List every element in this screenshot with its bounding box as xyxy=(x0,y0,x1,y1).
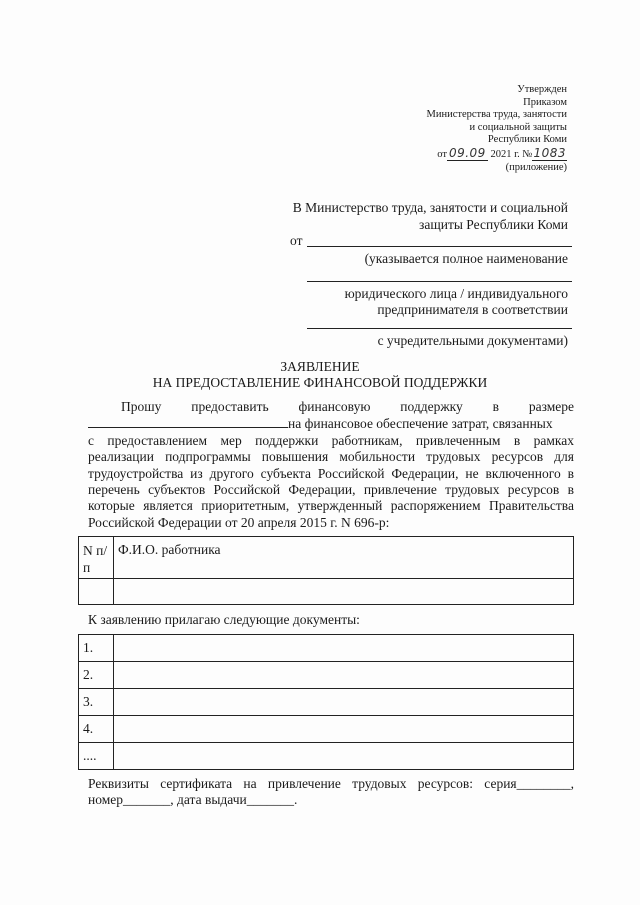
body-line: трудоустройства из другого субъекта Российской Федерации, не включенного в xyxy=(88,465,574,481)
body-line: которые является приоритетным, утвержденный распоряжением Правительства xyxy=(88,498,574,514)
doc-cell[interactable] xyxy=(114,689,574,716)
approval-line: Республики Коми xyxy=(487,134,567,146)
from-label: от xyxy=(290,233,303,248)
approval-line: Утвержден xyxy=(517,84,567,95)
body-line: с предоставлением мер поддержки работникам, привлеченным в рамках xyxy=(88,432,574,448)
approval-line: (приложение) xyxy=(505,161,567,173)
table-cell[interactable] xyxy=(114,579,574,605)
approval-line: и социальной защиты xyxy=(469,121,567,133)
handwritten-order-number: 1083 xyxy=(533,145,566,160)
handwritten-date: 09.09 xyxy=(448,145,486,160)
approval-line: Министерства труда, занятости xyxy=(426,109,567,121)
addressee-hint: юридического лица / индивидуального xyxy=(344,286,568,301)
table-row xyxy=(79,579,574,605)
applicant-name-field-3[interactable] xyxy=(307,328,572,329)
table-row xyxy=(79,716,574,743)
doc-cell[interactable] xyxy=(114,662,574,689)
certificate-line: Реквизиты сертификата на привлечение трудовых ресурсов: серия________, xyxy=(88,776,574,791)
table-row xyxy=(79,743,574,770)
certificate-block xyxy=(88,776,574,809)
date-prefix: от xyxy=(437,148,447,160)
applicant-name-field[interactable] xyxy=(307,246,572,247)
workers-table xyxy=(78,536,574,605)
doc-number: 2. xyxy=(79,662,114,689)
approval-line: Приказом xyxy=(523,96,567,108)
doc-number: 3. xyxy=(79,689,114,716)
approval-date-line xyxy=(427,147,567,162)
addressee-hint: (указывается полное наименование xyxy=(364,251,568,266)
table-row xyxy=(79,635,574,662)
table-row xyxy=(79,662,574,689)
body-line: Российской Федерации от 20 апреля 2015 г. N 696-р: xyxy=(88,514,390,530)
col-number-header xyxy=(79,537,114,579)
addressee-hint: с учредительными документами) xyxy=(377,333,568,348)
amount-field[interactable] xyxy=(88,415,288,428)
doc-cell[interactable] xyxy=(114,716,574,743)
col-number-header-text: N п/п xyxy=(83,543,108,575)
doc-number: 4. xyxy=(79,716,114,743)
doc-number: .... xyxy=(79,743,114,770)
table-header-row xyxy=(79,537,574,579)
certificate-line: номер_______, дата выдачи_______. xyxy=(88,792,298,808)
addressee-hint: предпринимателя в соответствии xyxy=(377,302,568,317)
documents-table xyxy=(78,634,574,770)
document-subtitle: НА ПРЕДОСТАВЛЕНИЕ ФИНАНСОВОЙ ПОДДЕРЖКИ xyxy=(152,375,488,390)
date-year: 2021 г. № xyxy=(490,148,533,160)
doc-number: 1. xyxy=(79,635,114,662)
doc-cell[interactable] xyxy=(114,635,574,662)
col-name-header: Ф.И.О. работника xyxy=(114,537,574,579)
table-row xyxy=(79,689,574,716)
body-line: реализации подпрограммы повышения мобильности трудовых ресурсов для xyxy=(88,449,574,465)
approval-block xyxy=(427,84,567,174)
document-title: ЗАЯВЛЕНИЕ xyxy=(280,359,360,374)
doc-cell[interactable] xyxy=(114,743,574,770)
body-line: перечень субъектов Российской Федерации, привлечение трудовых ресурсов в xyxy=(88,482,574,498)
applicant-name-field-2[interactable] xyxy=(307,281,572,282)
body-line: Прошу предоставить финансовую поддержку в размере xyxy=(121,399,574,414)
table-cell[interactable] xyxy=(79,579,114,605)
addressee-line: В Министерство труда, занятости и социальной xyxy=(292,200,568,215)
documents-intro: К заявлению прилагаю следующие документы: xyxy=(88,612,360,627)
addressee-line: защиты Республики Коми xyxy=(419,217,568,232)
body-line-text: на финансовое обеспечение затрат, связанных xyxy=(288,416,553,432)
body-line xyxy=(88,415,574,432)
body-paragraph xyxy=(88,399,574,531)
